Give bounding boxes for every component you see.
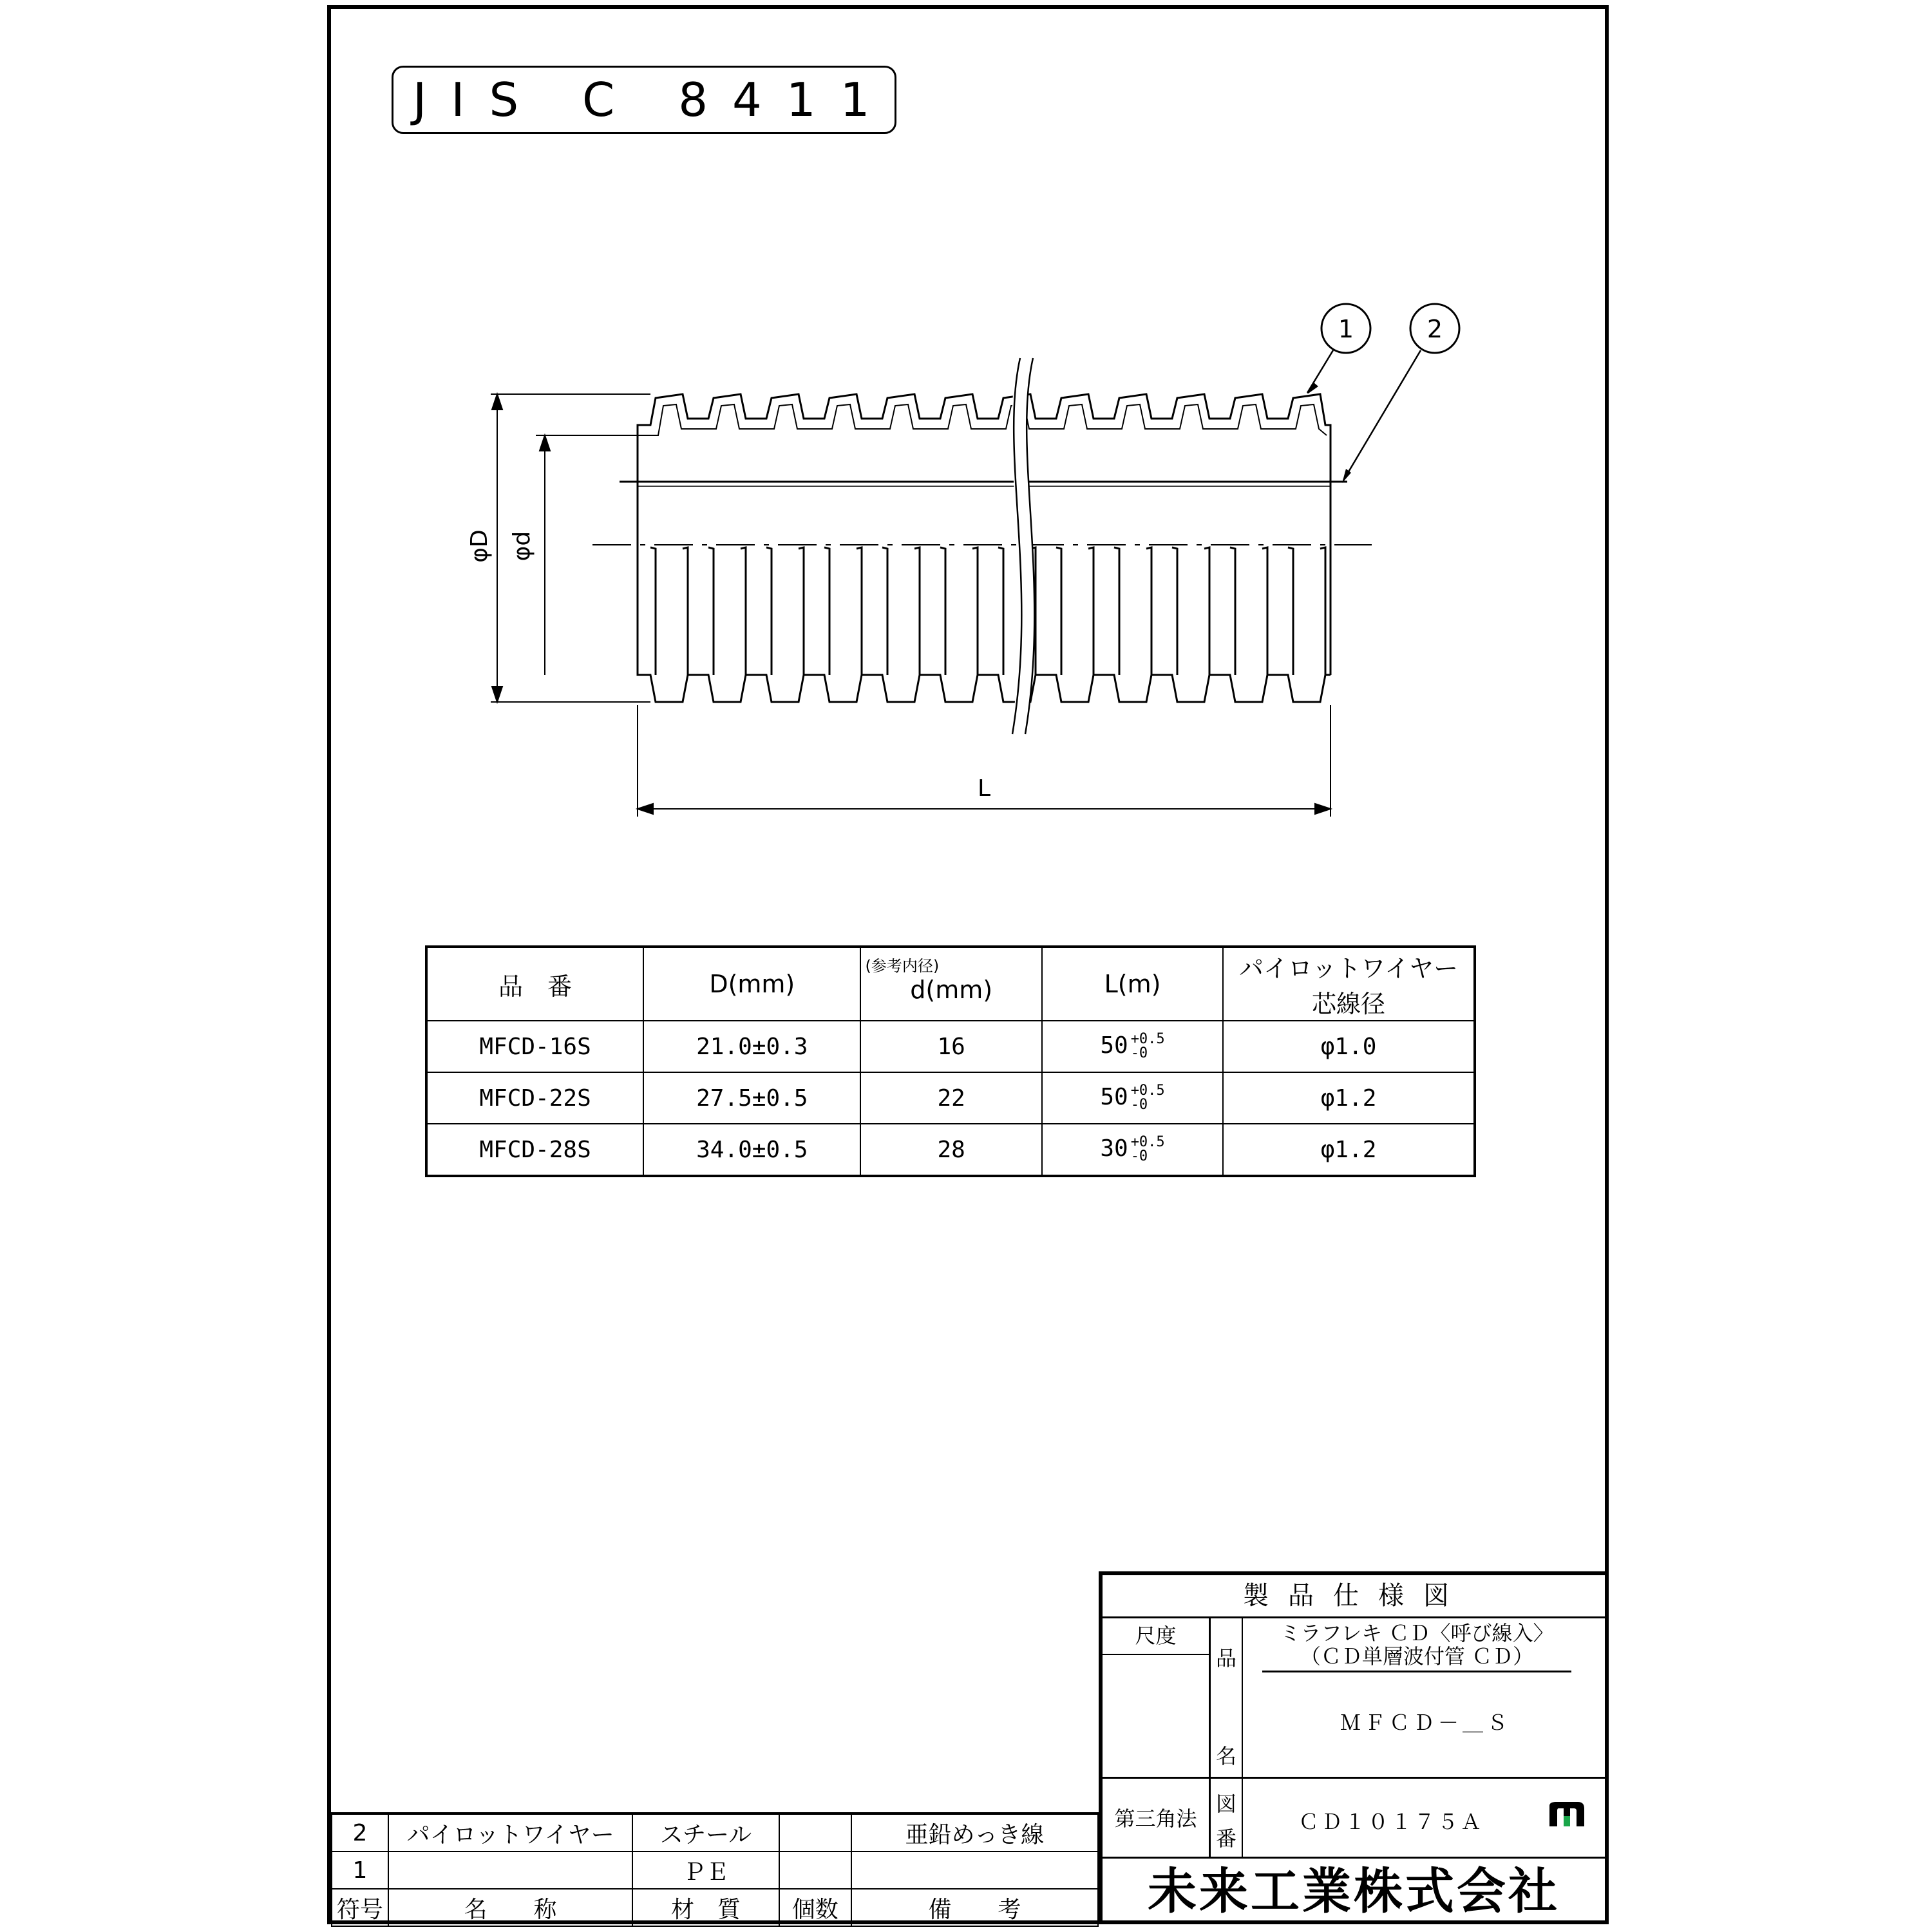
header-part-no: 品 番	[426, 947, 643, 1021]
parts-material: ＰＥ	[632, 1852, 779, 1889]
header-wire-line1: パイロットワイヤー	[1239, 954, 1459, 983]
header-d-label: d(mm)	[910, 975, 993, 1004]
header-d	[860, 947, 1041, 1021]
parts-header-qty: 個数	[779, 1889, 851, 1926]
product-name-line1: ミラフレキ ＣＤ〈呼び線入〉	[1280, 1621, 1554, 1645]
drawing-no-label-2: 番	[1215, 1826, 1236, 1851]
cell-L-tolerance	[1131, 1032, 1165, 1061]
parts-header-row	[332, 1889, 1098, 1926]
header-L: L(m)	[1042, 947, 1223, 1021]
product-code: ＭＦＣＤ－＿Ｓ	[1340, 1710, 1511, 1735]
parts-header-no: 符号	[332, 1889, 388, 1926]
mirai-logo-icon	[1547, 1801, 1587, 1828]
cell-wire: φ1.2	[1223, 1072, 1475, 1124]
parts-name	[388, 1852, 632, 1889]
drawing-no-label	[1211, 1779, 1243, 1859]
tol-plus: +0.5	[1130, 1083, 1165, 1099]
projection-method: 第三角法	[1103, 1779, 1211, 1859]
parts-no: 2	[332, 1814, 388, 1852]
parts-remarks	[851, 1852, 1098, 1889]
tol-minus: -0	[1130, 1148, 1148, 1164]
pipe-top-profile	[638, 394, 1331, 431]
parts-header-remarks: 備 考	[851, 1889, 1098, 1926]
callout-1	[1307, 304, 1370, 394]
header-d-note: (参考内径)	[865, 956, 940, 975]
cell-D: 21.0±0.3	[643, 1021, 860, 1072]
product-name-label	[1211, 1616, 1243, 1779]
header-wire-line2: 芯線径	[1312, 990, 1386, 1018]
pipe-lower-ribs	[638, 547, 1331, 702]
cell-part-no: MFCD-22S	[426, 1072, 643, 1124]
parts-qty	[779, 1852, 851, 1889]
table-row	[426, 1072, 1475, 1124]
product-name	[1262, 1622, 1571, 1672]
product-name-label-2: 名	[1215, 1744, 1236, 1768]
cell-d: 16	[860, 1021, 1041, 1072]
dim-inner-d-label: φd	[509, 531, 535, 562]
product-name-label-1: 品	[1215, 1646, 1236, 1671]
spec-table	[425, 945, 1476, 1177]
parts-row	[332, 1814, 1098, 1852]
cell-wire: φ1.2	[1223, 1124, 1475, 1176]
cell-L	[1042, 1072, 1223, 1124]
cell-L	[1042, 1124, 1223, 1176]
cell-L-value: 50	[1100, 1032, 1128, 1059]
tol-minus: -0	[1130, 1097, 1148, 1113]
callout-2	[1342, 304, 1459, 483]
header-wire	[1223, 947, 1475, 1021]
drawing-no-label-1: 図	[1215, 1792, 1236, 1816]
spec-header-row	[426, 947, 1475, 1021]
dim-inner-d	[536, 435, 644, 675]
scale-label: 尺度	[1103, 1616, 1211, 1655]
parts-header-name: 名 称	[388, 1889, 632, 1926]
cell-L	[1042, 1021, 1223, 1072]
cell-L-value: 50	[1100, 1084, 1128, 1110]
callout-1-label: 1	[1338, 315, 1354, 343]
cell-d: 28	[860, 1124, 1041, 1176]
drawing-title: 製品仕様図	[1103, 1575, 1609, 1618]
callout-2-label: 2	[1426, 315, 1443, 343]
dim-length-L-label: L	[977, 775, 991, 802]
dim-outer-D-label: φD	[466, 529, 493, 563]
cell-D: 27.5±0.5	[643, 1072, 860, 1124]
cell-L-tolerance	[1131, 1084, 1165, 1112]
cell-wire: φ1.0	[1223, 1021, 1475, 1072]
cell-L-value: 30	[1100, 1135, 1128, 1162]
tol-plus: +0.5	[1130, 1031, 1165, 1047]
cell-D: 34.0±0.5	[643, 1124, 860, 1176]
parts-remarks: 亜鉛めっき線	[851, 1814, 1098, 1852]
tol-minus: -0	[1130, 1045, 1148, 1061]
table-row	[426, 1021, 1475, 1072]
parts-list	[331, 1812, 1099, 1927]
cell-d: 22	[860, 1072, 1041, 1124]
cell-part-no: MFCD-28S	[426, 1124, 643, 1176]
product-name-area	[1243, 1616, 1609, 1779]
table-row	[426, 1124, 1475, 1176]
standard-label: JIS C 8411	[392, 66, 896, 134]
company-name: 未来工業株式会社	[1148, 1862, 1560, 1920]
parts-header-material: 材 質	[632, 1889, 779, 1926]
cell-part-no: MFCD-16S	[426, 1021, 643, 1072]
cell-L-tolerance	[1131, 1135, 1165, 1164]
logo-accent	[1564, 1816, 1570, 1826]
drawing-number: ＣＤ１０１７５Ａ	[1298, 1810, 1484, 1834]
parts-name: パイロットワイヤー	[388, 1814, 632, 1852]
parts-row	[332, 1852, 1098, 1889]
tol-plus: +0.5	[1130, 1134, 1165, 1150]
scale-value	[1103, 1655, 1211, 1779]
parts-material: スチール	[632, 1814, 779, 1852]
header-D: D(mm)	[643, 947, 860, 1021]
parts-no: 1	[332, 1852, 388, 1889]
parts-qty	[779, 1814, 851, 1852]
product-name-line2: （ＣＤ単層波付管 ＣＤ）	[1300, 1644, 1534, 1669]
